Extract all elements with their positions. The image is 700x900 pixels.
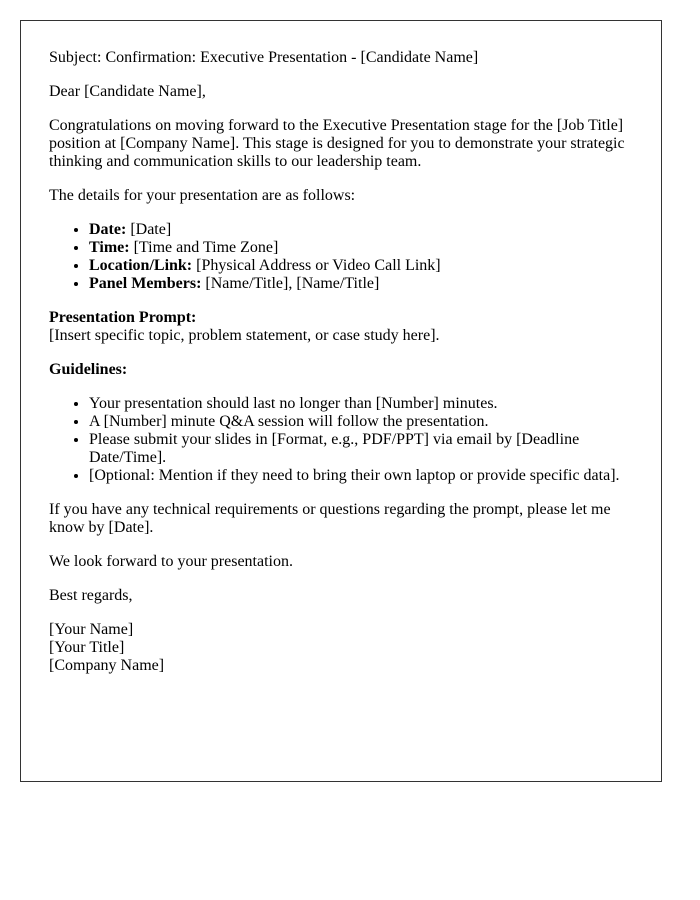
detail-label: Date: [89,221,127,238]
detail-value: [Date] [126,221,172,238]
detail-date [89,221,633,239]
guideline-item: • A [Number] minute Q&A session will follow the presentation. [89,413,633,431]
detail-value: [Physical Address or Video Call Link] [192,257,441,274]
letter [20,20,662,782]
detail-value: [Time and Time Zone] [129,239,279,256]
signature-title: [Your Title] [49,639,125,656]
prompt-heading: Presentation Prompt: [49,309,197,326]
signature-name: [Your Name] [49,621,134,638]
detail-value: [Name/Title], [Name/Title] [201,275,380,292]
closing-line: We look forward to your presentation. [49,553,293,570]
signature [49,621,633,675]
questions-paragraph: If you have any technical requirements or questions regarding the prompt, please let me know by [Date]. [49,501,611,536]
guidelines-heading [49,361,633,379]
detail-label: Time: [89,239,130,256]
detail-time [89,239,633,257]
prompt-section [49,309,633,345]
intro-paragraph: Congratulations on moving forward to the Executive Presentation stage for the [Job Title] position at [Company Name]. This stage is designed for you to demonstrate your strategic thinking and communication skills to our leadership team. [49,117,625,170]
signoff: Best regards, [49,587,133,604]
guidelines-heading-text: Guidelines: [49,361,128,378]
prompt-text: [Insert specific topic, problem statement, or case study here]. [49,327,440,344]
signature-company: [Company Name] [49,657,165,674]
details-intro: The details for your presentation are as follows: [49,187,356,204]
details-list [49,221,633,293]
guideline-item: • Please submit your slides in [Format, e.g., PDF/PPT] via email by [Deadline Date/Time]. [89,431,633,467]
greeting: Dear [Candidate Name], [49,83,206,100]
detail-label: Location/Link: [89,257,193,274]
guideline-item: • Your presentation should last no longer than [Number] minutes. [89,395,633,413]
guidelines-list [49,395,633,485]
detail-panel [89,275,633,293]
guideline-item: • [Optional: Mention if they need to bring their own laptop or provide specific data]. [89,467,633,485]
subject-line: Subject: Confirmation: Executive Presentation - [Candidate Name] [49,49,479,66]
detail-location [89,257,633,275]
detail-label: Panel Members: [89,275,202,292]
